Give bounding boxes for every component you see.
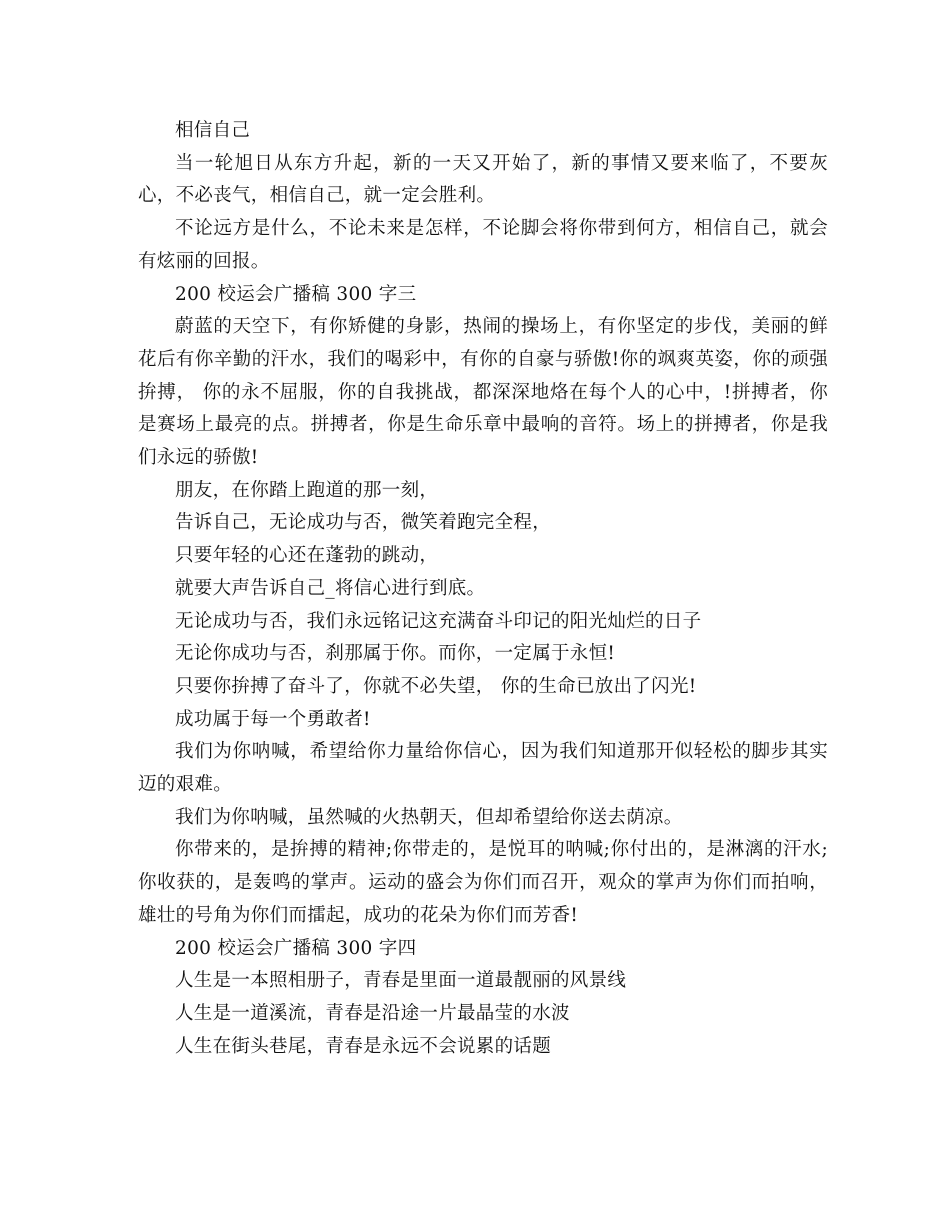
paragraph: 不论远方是什么，不论未来是怎样，不论脚会将你带到何方，相信自己，就会有炫丽的回报。 bbox=[138, 218, 828, 272]
paragraph: 无论成功与否，我们永远铭记这充满奋斗印记的阳光灿烂的日子 bbox=[175, 610, 702, 632]
paragraph: 当一轮旭日从东方升起，新的一天又开始了，新的事情又要来临了，不要灰心，不必丧气，相信自己，就一定会胜利。 bbox=[138, 152, 828, 207]
paragraph: 人生是一道溪流，青春是沿途一片最晶莹的水波 bbox=[175, 1002, 570, 1024]
paragraph: 就要大声告诉自己_将信心进行到底。 bbox=[175, 577, 486, 599]
paragraph: 告诉自己，无论成功与否，微笑着跑完全程， bbox=[175, 512, 552, 534]
section-heading: 相信自己 bbox=[175, 120, 251, 141]
section-heading: 200 校运会广播稿 300 字四 bbox=[175, 937, 417, 959]
document-body bbox=[138, 115, 828, 1063]
section-heading: 200 校运会广播稿 300 字三 bbox=[175, 283, 417, 305]
paragraph: 你带来的，是拚搏的精神;你带走的，是悦耳的呐喊;你付出的，是淋漓的汗水;你收获的，是轰鸣的掌声。运动的盛会为你们而召开，观众的掌声为你们而拍响，雄壮的号角为你们而擂起，成功的花朵为你们而芳香! bbox=[138, 839, 828, 926]
paragraph: 无论你成功与否，刹那属于你。而你，一定属于永恒! bbox=[175, 643, 616, 665]
paragraph: 蔚蓝的天空下，有你矫健的身影，热闹的操场上，有你坚定的步伐，美丽的鲜花后有你辛勤的汗水，我们的喝彩中，有你的自豪与骄傲!你的飒爽英姿，你的顽强拚搏， 你的永不屈服，你的自我挑战，都深深地烙在每个人的心中，!拼搏者，你是赛场上最亮的点。拼搏者，你是生命乐章中最响的音符。场上的拼搏者，你是我们永远的骄傲! bbox=[138, 316, 828, 469]
paragraph: 朋友，在你踏上跑道的那一刻， bbox=[175, 479, 439, 501]
paragraph: 人生是一本照相册子，青春是里面一道最靓丽的风景线 bbox=[175, 970, 627, 992]
paragraph: 人生在街头巷尾，青春是永远不会说累的话题 bbox=[175, 1035, 552, 1057]
paragraph: 成功属于每一个勇敢者! bbox=[175, 708, 371, 730]
paragraph: 只要你拚搏了奋斗了，你就不必失望， 你的生命已放出了闪光! bbox=[175, 675, 697, 697]
paragraph: 我们为你呐喊，虽然喊的火热朝天，但却希望给你送去荫凉。 bbox=[175, 806, 683, 828]
paragraph: 我们为你呐喊，希望给你力量给你信心，因为我们知道那开似轻松的脚步其实迈的艰难。 bbox=[138, 741, 828, 796]
paragraph: 只要年轻的心还在蓬勃的跳动， bbox=[175, 545, 439, 567]
